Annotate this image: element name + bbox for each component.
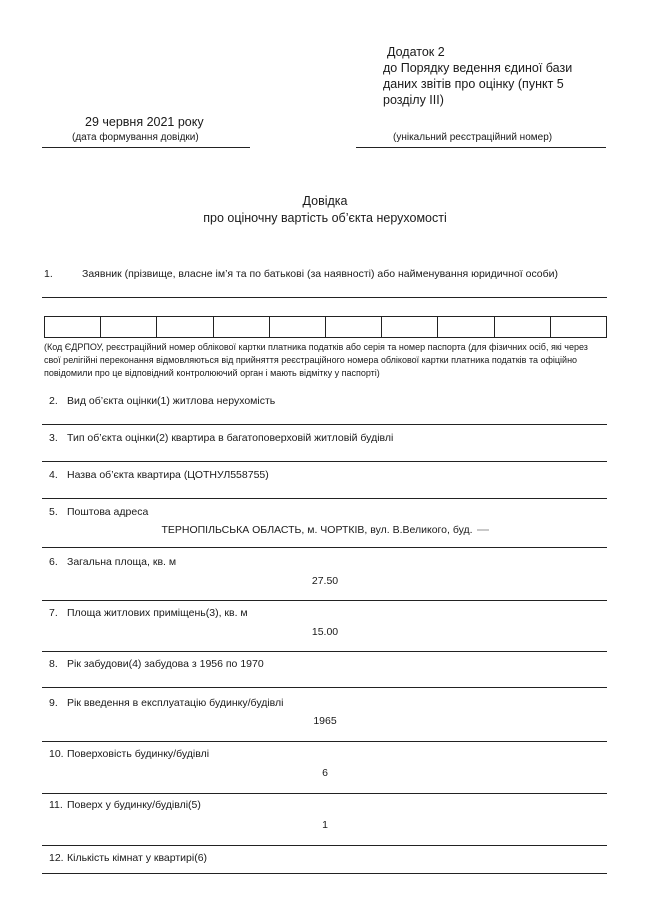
item-9-value: 1965 <box>313 715 337 727</box>
appendix-line-2: до Порядку ведення єдиної бази <box>383 61 573 75</box>
tax-code-boxes[interactable] <box>44 316 607 338</box>
item-11-value: 1 <box>322 819 328 831</box>
note-line-1: (Код ЄДРПОУ, реєстраційний номер облікової картки платника податків або серія та номер паспорта (для фізичних осіб, які через <box>44 342 588 352</box>
note-line-2: свої релігійні переконання відмовляються від прийняття реєстраційного номера облікової картки платника податків та офіційно <box>44 355 578 365</box>
item-5-underline <box>42 547 607 548</box>
code-cell[interactable] <box>101 317 157 337</box>
item-3-underline <box>42 461 607 462</box>
item-7-number: 7. <box>49 607 58 619</box>
code-cell[interactable] <box>45 317 101 337</box>
document-title: Довідка <box>302 194 348 208</box>
code-cell[interactable] <box>438 317 494 337</box>
item-7-label: Площа житлових приміщень(3), кв. м <box>67 607 248 619</box>
item-7-underline <box>42 651 607 652</box>
note-line-3: повідомили про це відповідний контролюючий орган і мають відмітку у паспорті) <box>44 368 380 378</box>
tax-code-note <box>44 341 612 380</box>
code-cell[interactable] <box>326 317 382 337</box>
appendix-line-1: Додаток 2 <box>387 45 445 59</box>
date-underline <box>42 147 250 148</box>
item-5-number: 5. <box>49 506 58 518</box>
code-cell[interactable] <box>270 317 326 337</box>
item-12-label: Кількість кімнат у квартирі(6) <box>67 852 208 864</box>
code-cell[interactable] <box>157 317 213 337</box>
document-subtitle: про оціночну вартість об’єкта нерухомості <box>203 211 447 225</box>
item-8-number: 8. <box>49 658 58 670</box>
item-9-label: Рік введення в експлуатацію будинку/будівлі <box>67 697 284 709</box>
item-9-underline <box>42 741 607 742</box>
item-10-number: 10. <box>49 748 64 760</box>
item-3-number: 3. <box>49 432 58 444</box>
section-1-label: Заявник (прізвище, власне ім’я та по батькові (за наявності) або найменування юридичної особи) <box>82 268 559 280</box>
reg-number-underline <box>356 147 606 148</box>
code-cell[interactable] <box>495 317 551 337</box>
item-12-number: 12. <box>49 852 64 864</box>
item-11-underline <box>42 845 607 846</box>
item-2-number: 2. <box>49 395 58 407</box>
item-4-number: 4. <box>49 469 58 481</box>
item-5-label: Поштова адреса <box>67 506 149 518</box>
item-11-number: 11. <box>49 799 63 811</box>
section-1-underline <box>42 297 607 298</box>
date-caption: (дата формування довідки) <box>72 132 199 143</box>
item-6-value: 27.50 <box>311 575 339 587</box>
item-10-underline <box>42 793 607 794</box>
section-1-number: 1. <box>44 268 53 280</box>
appendix-line-4: розділу III) <box>383 93 444 107</box>
item-7-value: 15.00 <box>311 626 339 638</box>
item-8-underline <box>42 687 607 688</box>
appendix-note <box>383 44 572 108</box>
item-2-underline <box>42 424 607 425</box>
item-6-label: Загальна площа, кв. м <box>67 556 177 568</box>
item-12-underline <box>42 873 607 874</box>
redaction-mark <box>477 529 489 531</box>
item-3-label: Тип об’єкта оцінки(2) квартира в багатоповерховій житловій будівлі <box>67 432 394 444</box>
reg-number-caption: (унікальний реєстраційний номер) <box>393 132 553 143</box>
item-11-label: Поверх у будинку/будівлі(5) <box>67 799 201 811</box>
item-8-label: Рік забудови(4) забудова з 1956 по 1970 <box>67 658 264 670</box>
formation-date: 29 червня 2021 року <box>85 115 204 129</box>
item-2-label: Вид об’єкта оцінки(1) житлова нерухомість <box>67 395 276 407</box>
item-6-number: 6. <box>49 556 58 568</box>
item-10-value: 6 <box>322 767 328 779</box>
item-6-underline <box>42 600 607 601</box>
item-5-value: ТЕРНОПІЛЬСЬКА ОБЛАСТЬ, м. ЧОРТКІВ, вул. В.Великого, буд. <box>161 524 473 536</box>
item-4-label: Назва об’єкта квартира (ЦОТНУЛ558755) <box>67 469 269 481</box>
appendix-line-3: даних звітів про оцінку (пункт 5 <box>383 77 564 91</box>
item-10-label: Поверховість будинку/будівлі <box>67 748 210 760</box>
item-4-underline <box>42 498 607 499</box>
code-cell[interactable] <box>214 317 270 337</box>
code-cell[interactable] <box>551 317 606 337</box>
item-9-number: 9. <box>49 697 58 709</box>
code-cell[interactable] <box>382 317 438 337</box>
item-5-address <box>150 524 500 536</box>
